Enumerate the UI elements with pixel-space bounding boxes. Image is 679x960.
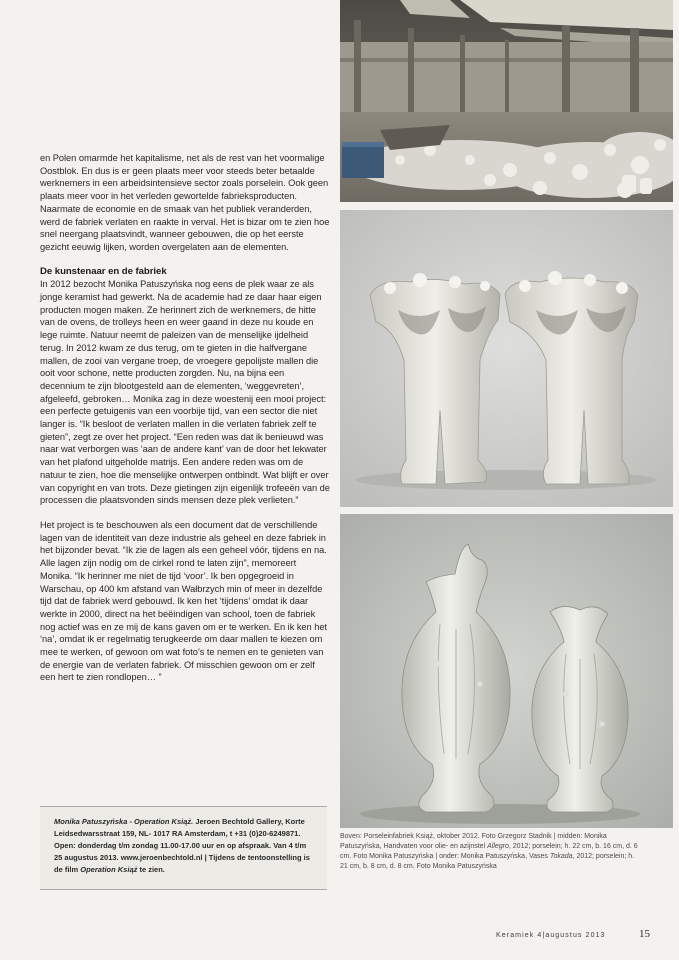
film-tail: te zien. [139, 865, 165, 874]
caption-part-3: , 2012; porselein; h. 21 cm, b. 8 cm, d. 8 cm. Foto Monika Patuszyńska [340, 853, 635, 870]
factory-interior-photo [340, 0, 673, 202]
allegro-sculpture-photo [340, 210, 673, 507]
article-paragraph-1: en Polen omarmde het kapitalisme, net als de rest van het voormalige Oostblok. En dus is er geen plaats meer voor steeds beter betaalde werknemers in een arbeidsintensieve sector zoals porselein. Ook geen plaats meer voor in het verleden gewortelde fabrieksproducten. Naarmate de economie en de smaak van het publiek veranderden, werd de fabriek verlaten en raakte in verval. Het is bizar om te zien hoe snel neergang plaatsvindt, wanneer gebouwen, die op het eerste gezicht eeuwig lijken, worden overgelaten aan de elementen. [40, 153, 330, 252]
magazine-footer: Keramiek 4|augustus 2013 [496, 932, 606, 939]
article-paragraph-3: Het project is te beschouwen als een document dat de verschillende lagen van de identiteit van deze industrie als geheel en deze fabriek in het bijzonder bevat. “Ik zie de lagen als een geheel vóór, tijdens en na. Alle lagen zijn nodig om de cirkel rond te laten zijn”, memoreert Monika. “Ik herinner me niet de tijd ‘voor’. Ik ben opgegroeid in Warschau, op 400 km afstand van Wałbrzych min of meer in dezelfde tijd dat de fabriek werd gebouwd. Ik ken het ‘tijdens’ omdat ik daar werkte in 2000, direct na het beëindigen van school, toen de fabriek nog actief was en ze mij de kans gaven om er te werken. En ik ken het ‘na’, omdat ik er regelmatig terugkeerde om daar mallen te kiezen om mee te werken, of gewoon om wat foto’s te nemen en te genieten van de energie van de verlaten fabriek. Of misschien gewoon om er zelf een hert te zien rondlopen… ” [40, 519, 327, 683]
caption-part-1: Boven: Porseleinfabriek Książ, oktober 2012. Foto Grzegorz Stadnik | midden: Monika Patuszyńska, Handvaten voor olie- en azijnstel [340, 833, 607, 850]
exhibition-details: Jeroen Bechtold Gallery, Korte Leidsedwarsstraat 159, NL- 1017 RA Amsterdam, t +31 (0)20-6249871. Open: donderdag t/m zondag 11.00-17.00 uur en op afspraak. Van 4 t/m 25 augustus 2013. www.jeroenbechtold.nl | Tijdens de tentoonstelling is de film [54, 817, 310, 874]
article-text-column [40, 152, 330, 684]
caption-work-title-1: Allegro [487, 843, 509, 850]
exhibition-info-text [54, 816, 316, 876]
film-title: Operation Książ [80, 865, 138, 874]
caption-part-2: , 2012; porselein; h. 22 cm, b. 16 cm, d. 6 cm. Foto Monika Patuszyńska | onder: Monika Patuszyńska, Vases [340, 843, 638, 860]
tokada-vases-photo [340, 514, 673, 828]
exhibition-info-box [40, 806, 327, 890]
article-paragraph-2: In 2012 bezocht Monika Patuszyńska nog eens de plek waar ze als jonge keramist had gewerkt. Na de academie had ze daar haar eigen producten mogen maken. Ze herinnert zich de werknemers, de hitte van de ovens, de trolleys heen en weer gaand in deze nu koude en lege ruimte. Natuur neemt de paleizen van de menselijke ijdelheid terug. In 2012 kwam ze dus terug, om te gieten in die halfvergane mallen, de zooi van vergane troep, de vroegere gepolijste mallen die ooit voor schone, nette producten zorgden. Nu, na bijna een decennium te zijn blootgesteld aan de elementen, ‘weggevreten’, afgeleefd, gebroken… Monika zag in deze woestenij een mooi project: een perfecte getuigenis van een voorbije tijd, van een sector die niet langer is. “Ik besloot de verlaten mallen in die verlaten fabriek zelf te gieten”, zegt ze over het project. “Een reden was dat ik benieuwd was naar wat verborgen was ‘aan de andere kant’ van de door het lekwater van het plafond uitgeholde matrijs. Een andere reden was om de natuur te zien, hoe die menselijke ontwerpen ontbindt. Wat blijft er over van copyright en van trots. Deze gietingen zijn eigenlijk trofeeën van de processen die plaatsvonden sinds mensen deze plek verlieten.” [40, 279, 330, 506]
exhibition-title: Monika Patuszyńska - Operation Książ. [54, 817, 194, 826]
page-number: 15 [639, 928, 650, 940]
caption-work-title-2: Tokada [549, 853, 573, 860]
photo-caption [340, 832, 638, 872]
section-heading: De kunstenaar en de fabriek [40, 265, 167, 277]
